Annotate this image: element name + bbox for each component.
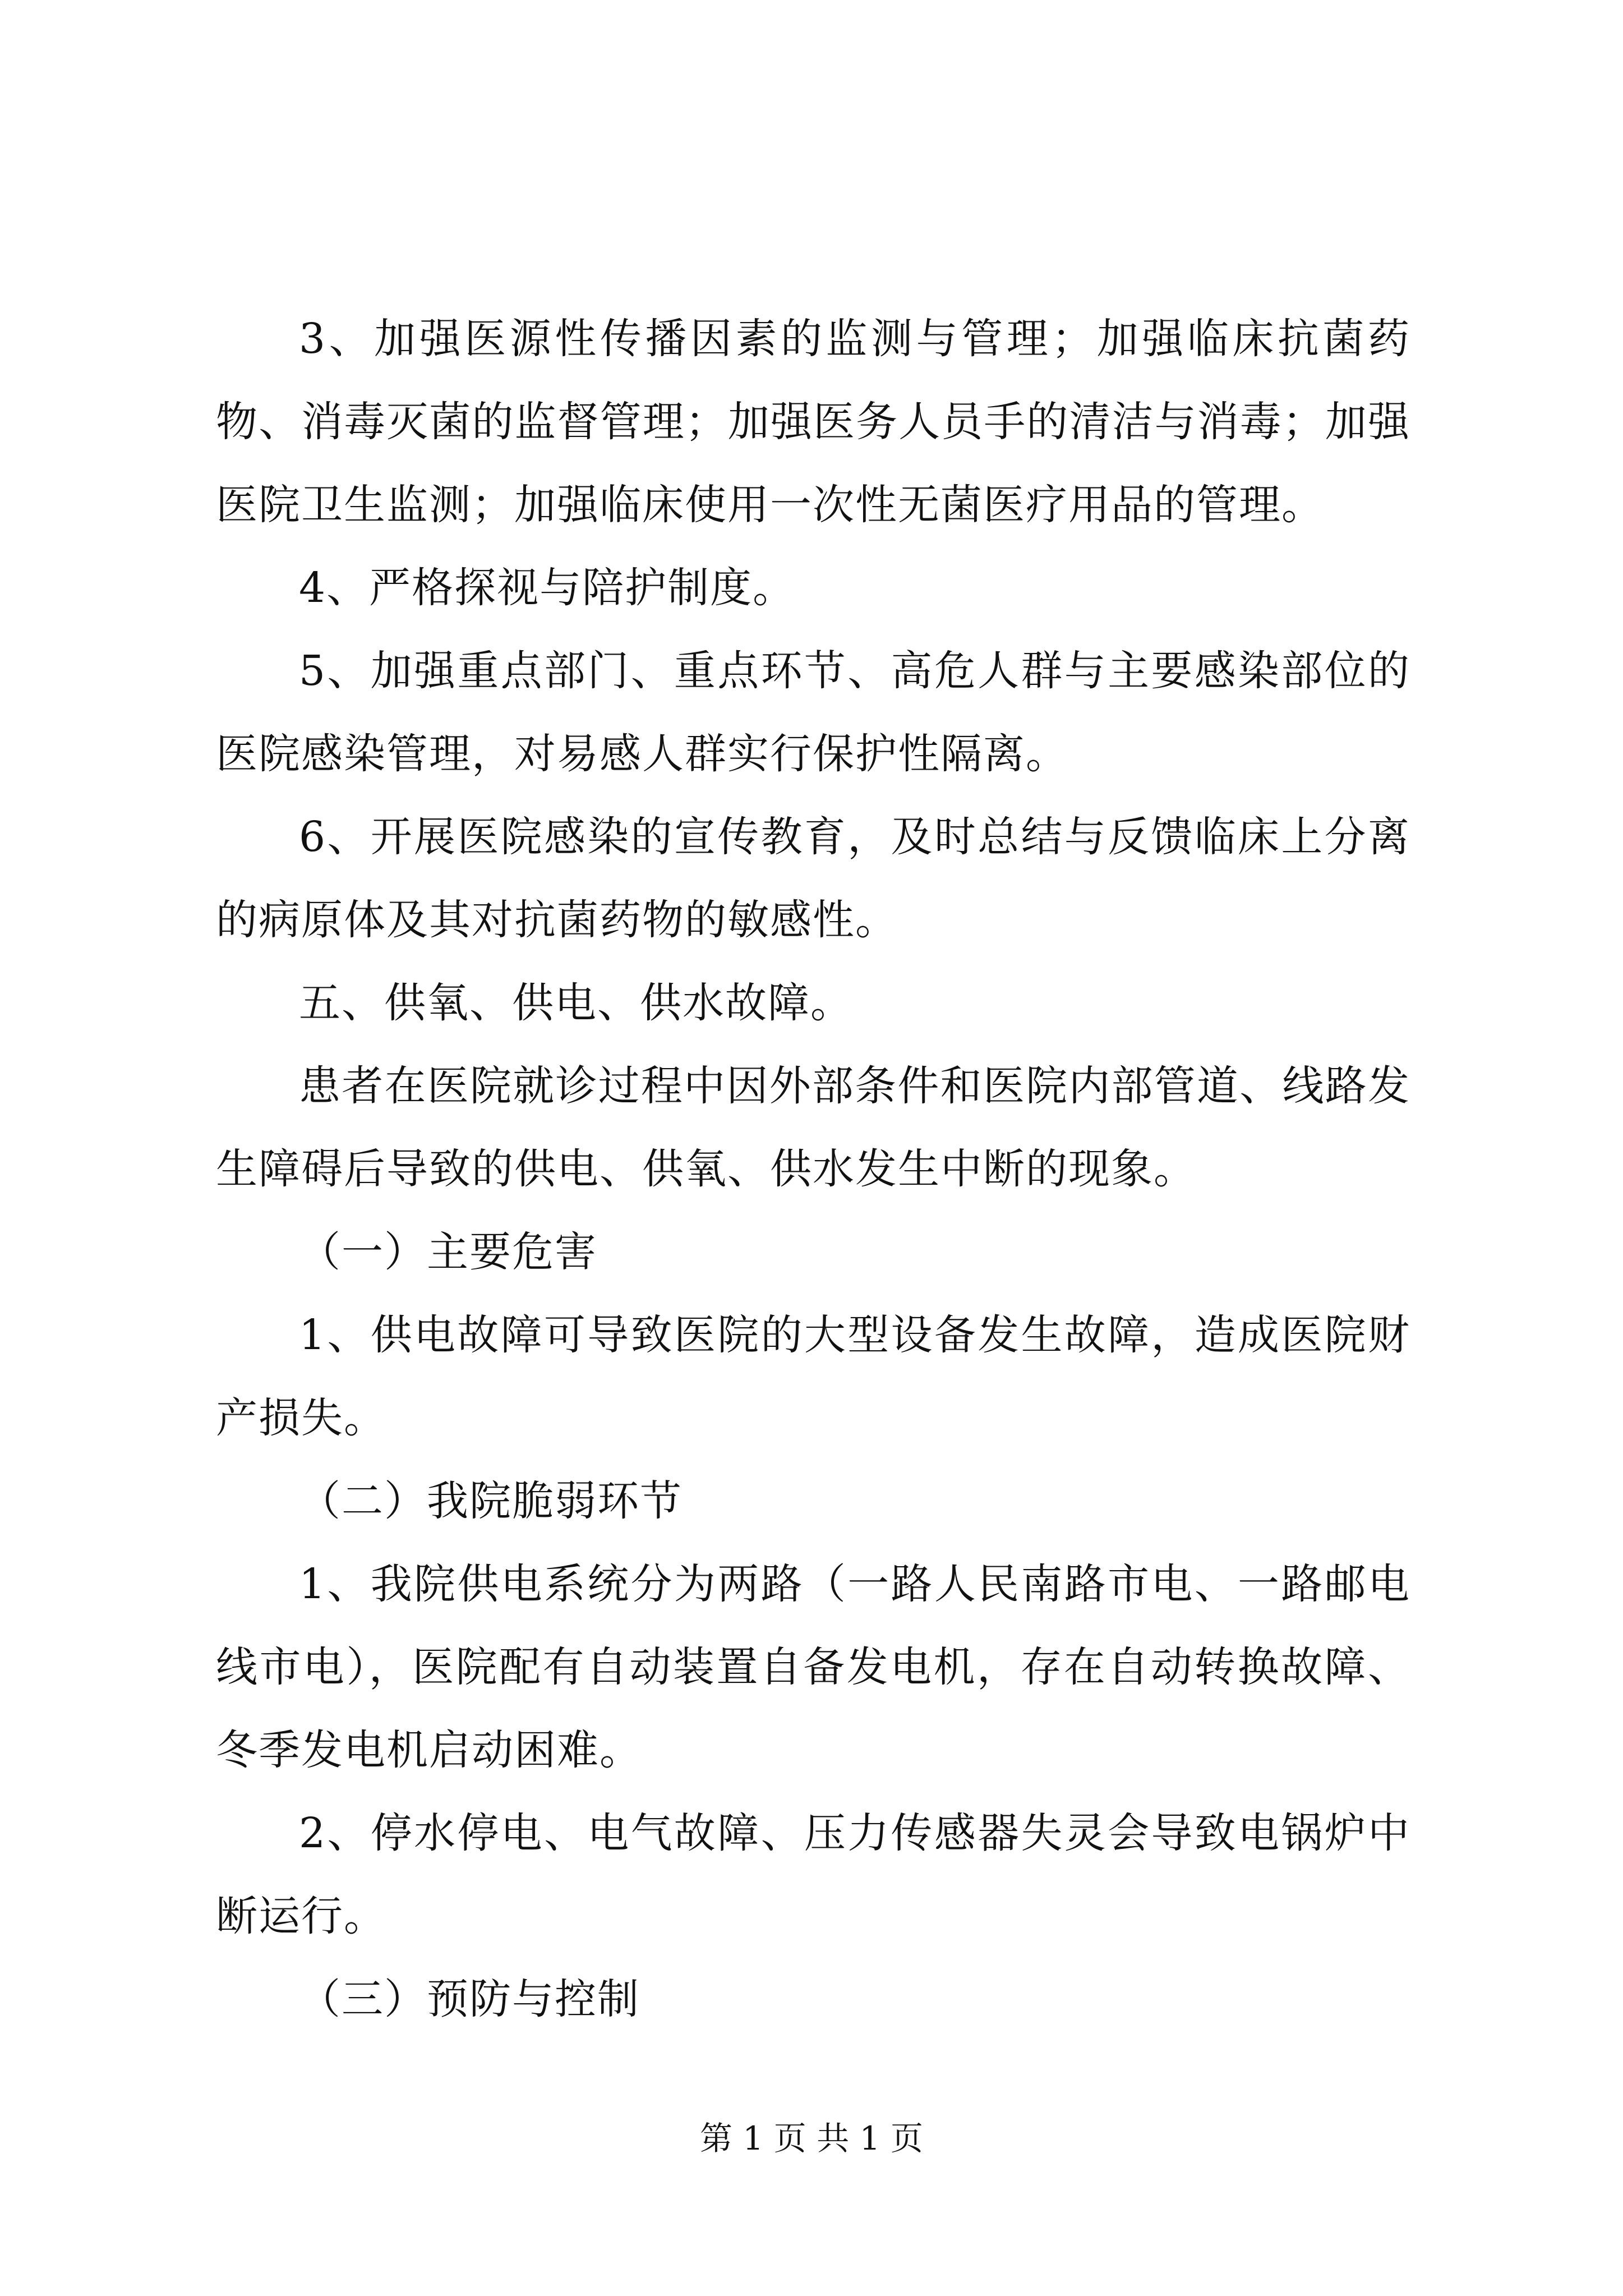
paragraph-weak-link-2: 2、停水停电、电气故障、压力传感器失灵会导致电锅炉中断运行。 bbox=[216, 1809, 1410, 1940]
paragraph-measure-4: 4、严格探视与陪护制度。 bbox=[299, 564, 796, 612]
page-footer: 第 1 页 共 1 页 bbox=[700, 2119, 923, 2157]
document-body bbox=[216, 297, 1410, 2041]
paragraph-hazard-1: 1、供电故障可导致医院的大型设备发生故障，造成医院财产损失。 bbox=[216, 1311, 1410, 1442]
paragraph-definition: 患者在医院就诊过程中因外部条件和医院内部管道、线路发生障碍后导致的供电、供氧、供水发生中断的现象。 bbox=[216, 1062, 1410, 1193]
subheading-weak-links: （二）我院脆弱环节 bbox=[299, 1477, 683, 1525]
subheading-main-hazards: （一）主要危害 bbox=[299, 1228, 597, 1276]
paragraph-measure-5: 5、加强重点部门、重点环节、高危人群与主要感染部位的医院感染管理，对易感人群实行保护性隔离。 bbox=[216, 647, 1410, 778]
section-heading-five: 五、供氧、供电、供水故障。 bbox=[299, 979, 853, 1027]
paragraph-measure-6: 6、开展医院感染的宣传教育，及时总结与反馈临床上分离的病原体及其对抗菌药物的敏感性。 bbox=[216, 813, 1410, 944]
subheading-prevention-control: （三）预防与控制 bbox=[299, 1975, 640, 2023]
paragraph-measure-3: 3、加强医源性传播因素的监测与管理；加强临床抗菌药物、消毒灭菌的监督管理；加强医务人员手的清洁与消毒；加强医院卫生监测；加强临床使用一次性无菌医疗用品的管理。 bbox=[216, 315, 1410, 529]
paragraph-weak-link-1: 1、我院供电系统分为两路（一路人民南路市电、一路邮电线市电），医院配有自动装置自备发电机，存在自动转换故障、冬季发电机启动困难。 bbox=[216, 1560, 1410, 1774]
